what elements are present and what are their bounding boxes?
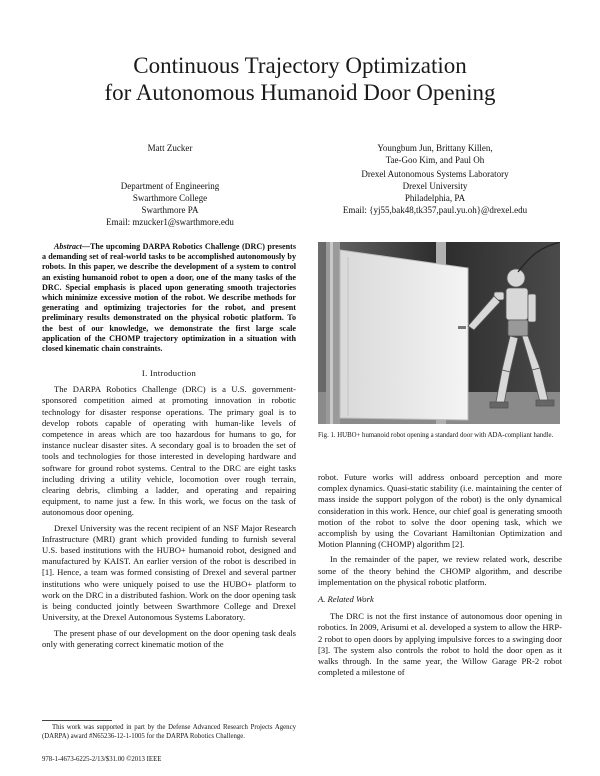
figure-caption: Fig. 1. HUBO+ humanoid robot opening a standard door with ADA-compliant handle. (318, 432, 554, 439)
title-line-1: Continuous Trajectory Optimization (133, 53, 467, 78)
paper-title (40, 52, 560, 106)
paragraph: The DRC is not the first instance of autonomous door opening in robotics. In 2009, Arisumi et al. developed a system to allow the HRP-2 robot to open doors by applying impulsive forces to a swinging door [3]. The system also controls the robot to hold the door open as it walks through. In the same year, the Willow Garage PR-2 robot completed a milestone of (318, 611, 562, 678)
paragraph: The present phase of our development on the door opening task deals only with generating correct kinematic motion of the (42, 627, 296, 649)
robot-door-illustration (318, 242, 560, 424)
abstract-label: Abstract (54, 242, 82, 251)
author-email: Email: mzucker1@swarthmore.edu (106, 217, 234, 227)
author-block-left (80, 142, 260, 228)
author-block-right (300, 142, 570, 216)
author-names-line: Tae-Goo Kim, and Paul Oh (385, 155, 485, 165)
affiliation-line: Swarthmore PA (141, 205, 199, 215)
paragraph: robot. Future works will address onboard perception and more complex dynamics. Quasi-static stability (i.e. maintaining the center of mass inside the support polygon of the robot) is the only dynamical consideration in this work. Hence, our chief goal is generating smooth motion of the robot to solve the door opening task, which we accomplish by using the Covariant Hamiltonian Optimization and Motion Planning (CHOMP) algorithm [2]. (318, 472, 562, 550)
affiliation-line: Philadelphia, PA (404, 193, 466, 203)
paragraph: In the remainder of the paper, we review related work, describe some of the theory behind the CHOMP algorithm, and describe implementation on the physical robotic platform. (318, 554, 562, 587)
copyright-footer: 978-1-4673-6225-2/13/$31.00 ©2013 IEEE (42, 756, 162, 763)
footnote-rule (42, 720, 112, 721)
figure-photo (318, 242, 560, 424)
paragraph: The DARPA Robotics Challenge (DRC) is a U.S. government-sponsored competition aimed at promoting innovation in robotic technology for disaster response operations. The primary goal is to develop robots capable of operating with human-like levels of competence in areas which are too hazardous for humans to go, for instance nuclear disaster sites. A secondary goal is to broaden the set of tools and technologies for those interested in developing hardware and software for ground robot systems. Central to the DRC are eight tasks including driving a utility vehicle, locomotion over rough terrain, clearing debris, climbing a ladder, and operating and repairing equipment, to name just a few. In this work, we focus on the task of autonomous door opening. (42, 384, 296, 518)
author-names-line: Youngbum Jun, Brittany Killen, (377, 143, 493, 153)
paragraph: Drexel University was the recent recipient of an NSF Major Research Infrastructure (MRI) grant which provided funding to furnish several U.S. based institutions with the HUBO+ humanoid robot, designed and manufactured by KAIST. An earlier version of the robot is described in [1]. Hence, a team was formed consisting of Drexel and several partner institutions who were uniquely poised to use the HUBO+ platform to work on the DRC in a distributed fashion. Work on the door opening task is being conducted jointly between Swarthmore College and Drexel University, at the Drexel Autonomous Systems Laboratory. (42, 522, 296, 623)
section-heading: I. Introduction (141, 368, 197, 379)
subsection-heading: A. Related Work (318, 594, 374, 605)
affiliation-line: Drexel University (402, 181, 468, 191)
author-name: Matt Zucker (147, 143, 193, 153)
abstract-text: —The upcoming DARPA Robotics Challenge (DRC) presents a demanding set of real-world tasks to be accomplished autonomously by robots. In this paper, we describe the development of a system to control an existing humanoid robot to open a door, one of the many tasks of the DRC. Special emphasis is placed upon generating smooth trajectories which minimize excessive motion of the robot. We describe methods for generating and optimizing trajectories for the robot, and present preliminary results demonstrated on the physical robotic platform. To the best of our knowledge, we demonstrate the first large scale application of the CHOMP trajectory optimization in a situation with closed kinematic chain constraints. (42, 242, 296, 354)
author-email: Email: {yj55,bak48,tk357,paul.yu.oh}@drexel.edu (342, 205, 528, 215)
left-column (42, 242, 296, 654)
affiliation-line: Drexel Autonomous Systems Laboratory (361, 169, 509, 179)
right-column (318, 472, 562, 682)
abstract (42, 242, 296, 354)
affiliation-line: Swarthmore College (132, 193, 208, 203)
footnote: This work was supported in part by the Defense Advanced Research Projects Agency (DARPA) award #N65236-12-1-1005 for the DARPA Robotics Challenge. (42, 724, 296, 740)
affiliation-line: Department of Engineering (120, 181, 220, 191)
title-line-2: for Autonomous Humanoid Door Opening (104, 80, 496, 105)
intro-body (42, 384, 296, 650)
footnote-block (42, 720, 296, 741)
